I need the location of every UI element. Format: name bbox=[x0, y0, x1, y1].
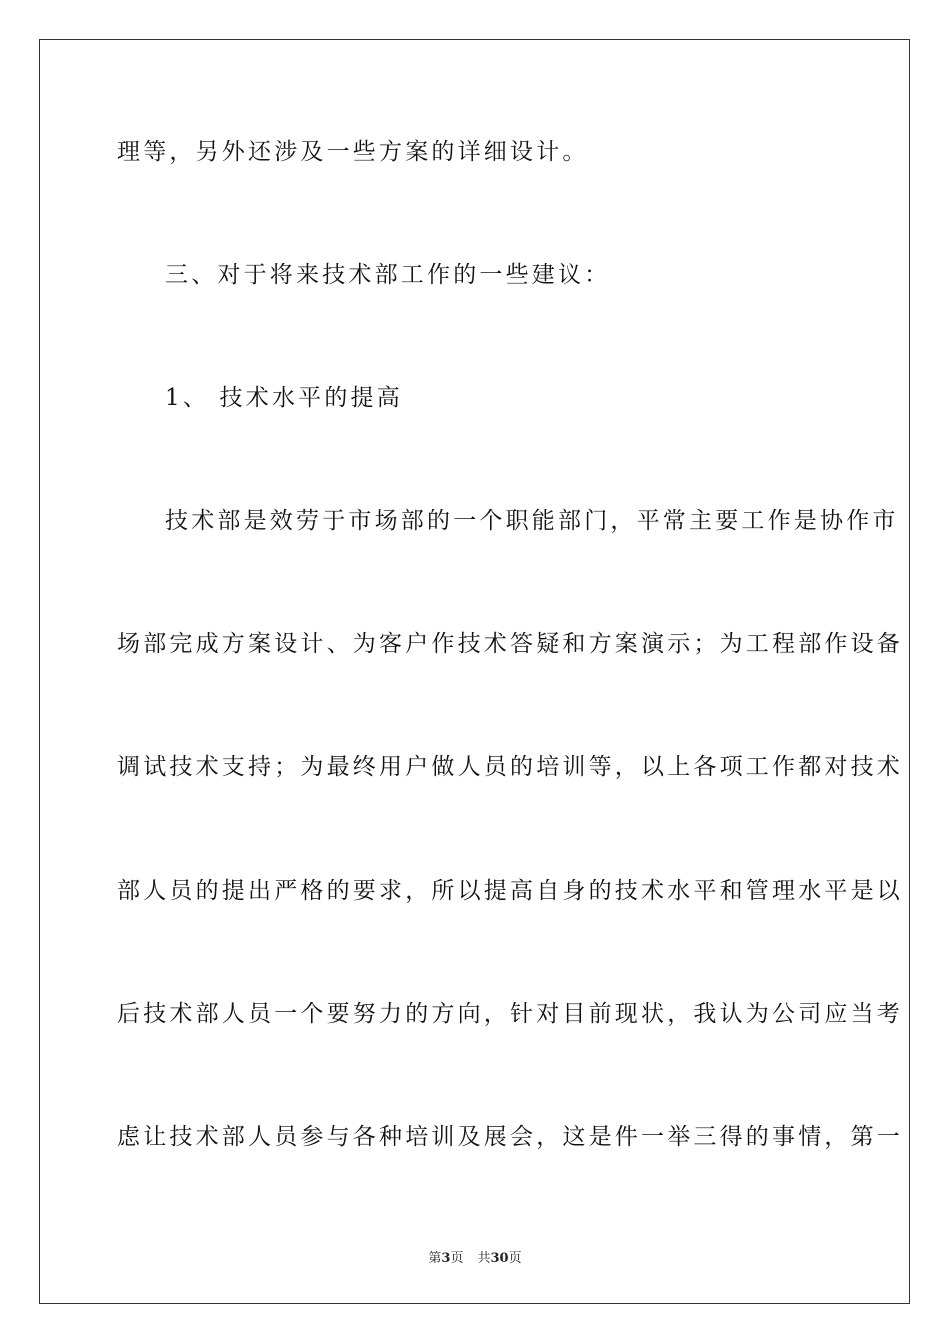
total-prefix: 共 bbox=[477, 1251, 491, 1266]
section-heading: 三、对于将来技术部工作的一些建议： bbox=[165, 262, 611, 288]
subsection-heading: 1、 技术水平的提高 bbox=[165, 385, 403, 411]
page-number: 3 bbox=[441, 1251, 451, 1266]
paragraph-line: 场部完成方案设计、为客户作技术答疑和方案演示；为工程部作设备 bbox=[117, 631, 903, 657]
paragraph-line: 部人员的提出严格的要求，所以提高自身的技术水平和管理水平是以 bbox=[117, 878, 903, 904]
paragraph-line: 后技术部人员一个要努力的方向，针对目前现状，我认为公司应当考 bbox=[117, 1001, 903, 1027]
paragraph-line: 技术部是效劳于市场部的一个职能部门，平常主要工作是协作市 bbox=[165, 508, 899, 534]
page-suffix: 页 bbox=[450, 1251, 464, 1266]
page-border bbox=[39, 39, 910, 1304]
total-suffix: 页 bbox=[508, 1251, 522, 1266]
paragraph-line: 虑让技术部人员参与各种培训及展会，这是件一举三得的事情，第一 bbox=[117, 1124, 903, 1150]
page-footer bbox=[0, 1247, 950, 1266]
paragraph-line: 调试技术支持；为最终用户做人员的培训等，以上各项工作都对技术 bbox=[117, 754, 903, 780]
page-prefix: 第 bbox=[428, 1251, 442, 1266]
paragraph-line: 理等，另外还涉及一些方案的详细设计。 bbox=[117, 139, 589, 165]
total-pages: 30 bbox=[490, 1251, 509, 1266]
